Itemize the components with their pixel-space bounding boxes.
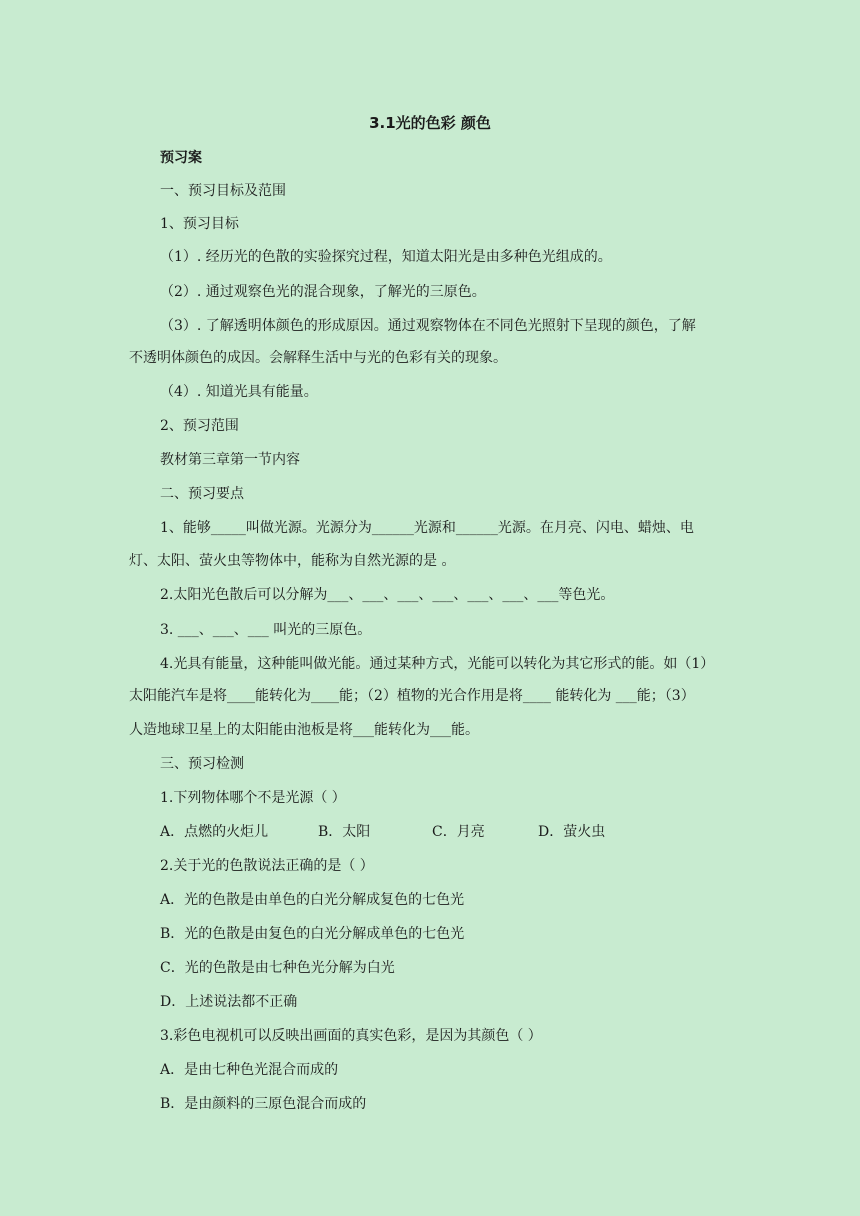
question-1: 1.下列物体哪个不是光源（ ）	[160, 790, 346, 806]
question-2-option-c: C．光的色散是由七种色光分解为白光	[160, 960, 395, 976]
goal-2: （2）. 通过观察色光的混合现象，了解光的三原色。	[160, 284, 486, 300]
goal-1: （1）. 经历光的色散的实验探究过程，知道太阳光是由多种色光组成的。	[160, 249, 612, 265]
goal-3: （3）. 了解透明体颜色的形成原因。通过观察物体在不同色光照射下呈现的颜色，了解	[160, 318, 696, 334]
point-4: 4.光具有能量，这种能叫做光能。通过某种方式，光能可以转化为其它形式的能。如（1）	[160, 656, 715, 672]
goal-3-cont: 不透明体颜色的成因。会解释生活中与光的色彩有关的现象。	[129, 350, 507, 366]
section-heading-preview: 预习案	[160, 150, 202, 166]
point-1-cont: 灯、太阳、萤火虫等物体中，能称为自然光源的是 。	[129, 553, 456, 569]
point-2: 2.太阳光色散后可以分解为___、___、___、___、___、___、___等色光。	[160, 587, 615, 603]
option-c: C．月亮	[432, 824, 485, 840]
question-2-option-d: D．上述说法都不正确	[160, 994, 298, 1010]
scope-text: 教材第三章第一节内容	[160, 452, 300, 468]
option-a: A．点燃的火炬儿	[160, 824, 269, 840]
option-b: B．太阳	[318, 824, 371, 840]
point-4-cont-2: 人造地球卫星上的太阳能由池板是将___能转化为___能。	[129, 722, 479, 738]
document-title: 3.1光的色彩 颜色	[369, 114, 491, 132]
heading-goals-scope: 一、预习目标及范围	[160, 183, 286, 199]
question-2-option-b: B．光的色散是由复色的白光分解成单色的七色光	[160, 926, 465, 942]
question-2-option-a: A．光的色散是由单色的白光分解成复色的七色光	[160, 892, 465, 908]
question-3-option-b: B．是由颜料的三原色混合而成的	[160, 1096, 367, 1112]
question-1-options	[160, 822, 605, 842]
heading-scope: 2、预习范围	[160, 418, 239, 434]
question-3: 3.彩色电视机可以反映出画面的真实色彩，是因为其颜色（ ）	[160, 1028, 542, 1044]
point-3: 3. ___、___、___ 叫光的三原色。	[160, 622, 372, 638]
heading-check: 三、预习检测	[160, 756, 244, 772]
point-4-cont-1: 太阳能汽车是将____能转化为____能；（2）植物的光合作用是将____ 能转化为 ___能；（3）	[129, 688, 695, 704]
question-3-option-a: A．是由七种色光混合而成的	[160, 1062, 339, 1078]
heading-goals: 1、预习目标	[160, 216, 239, 232]
heading-key-points: 二、预习要点	[160, 486, 244, 502]
option-d: D．萤火虫	[538, 824, 606, 840]
point-1: 1、能够_____叫做光源。光源分为______光源和______光源。在月亮、闪电、蜡烛、电	[160, 520, 694, 536]
goal-4: （4）. 知道光具有能量。	[160, 384, 318, 400]
question-2: 2.关于光的色散说法正确的是（ ）	[160, 858, 374, 874]
